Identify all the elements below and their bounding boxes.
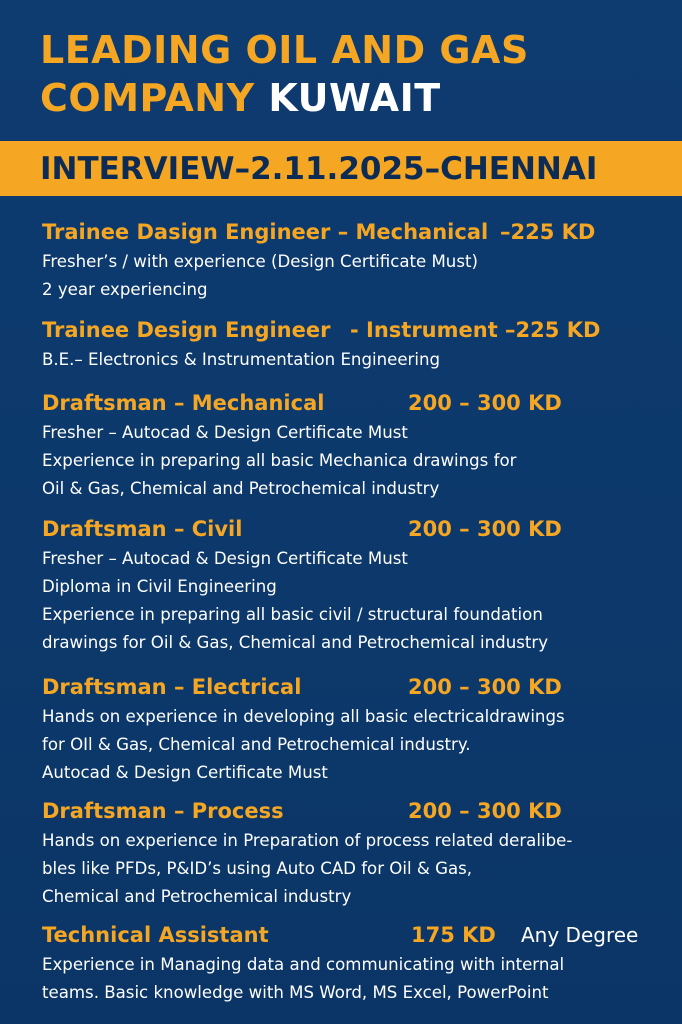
job-detail-line: 2 year experiencing bbox=[42, 280, 208, 299]
title-country: KUWAIT bbox=[268, 76, 441, 120]
job-salary: 200 – 300 KD bbox=[408, 675, 562, 699]
job-detail-line: Chemical and Petrochemical industry bbox=[42, 887, 352, 906]
title-line-1: LEADING OIL AND GAS bbox=[40, 28, 529, 72]
job-detail-line: Experience in preparing all basic Mechanica drawings for bbox=[42, 451, 517, 470]
job-title: Draftsman – Process bbox=[42, 799, 284, 823]
job-salary: 200 – 300 KD bbox=[408, 517, 562, 541]
job-title: Draftsman – Mechanical bbox=[42, 391, 325, 415]
job-detail-line: drawings for Oil & Gas, Chemical and Petrochemical industry bbox=[42, 633, 549, 652]
job-header bbox=[42, 675, 662, 703]
job-draftsman-process bbox=[42, 799, 662, 911]
job-detail-line: Experience in Managing data and communicating with internal bbox=[42, 955, 565, 974]
job-header bbox=[42, 923, 662, 951]
job-title: Draftsman – Electrical bbox=[42, 675, 302, 699]
job-detail-line: Fresher’s / with experience (Design Certificate Must) bbox=[42, 252, 478, 271]
job-salary: - Instrument –225 KD bbox=[350, 318, 601, 342]
job-detail-line: Diploma in Civil Engineering bbox=[42, 577, 277, 596]
job-salary: –225 KD bbox=[500, 220, 596, 244]
job-detail-line: for OIl & Gas, Chemical and Petrochemical industry. bbox=[42, 735, 471, 754]
page-title bbox=[40, 26, 660, 122]
title-company: COMPANY bbox=[40, 76, 255, 120]
job-title: Trainee Design Engineer bbox=[42, 318, 331, 342]
job-requirement-degree: Any Degree bbox=[521, 923, 639, 947]
job-salary: 200 – 300 KD bbox=[408, 391, 562, 415]
job-title: Trainee Dasign Engineer – Mechanical bbox=[42, 220, 489, 244]
job-header bbox=[42, 517, 662, 545]
job-draftsman-mechanical bbox=[42, 391, 662, 503]
job-header bbox=[42, 220, 662, 248]
job-detail-line: bles like PFDs, P&ID’s using Auto CAD for Oil & Gas, bbox=[42, 859, 473, 878]
job-detail-line: Autocad & Design Certificate Must bbox=[42, 763, 328, 782]
job-salary: 200 – 300 KD bbox=[408, 799, 562, 823]
job-header bbox=[42, 318, 662, 346]
job-draftsman-civil bbox=[42, 517, 662, 657]
job-detail-line: Fresher – Autocad & Design Certificate Must bbox=[42, 549, 408, 568]
job-detail-line: teams. Basic knowledge with MS Word, MS Excel, PowerPoint bbox=[42, 983, 549, 1002]
job-salary: 175 KD bbox=[411, 923, 496, 947]
job-detail-line: Oil & Gas, Chemical and Petrochemical industry bbox=[42, 479, 440, 498]
job-header bbox=[42, 799, 662, 827]
job-header bbox=[42, 391, 662, 419]
job-title: Technical Assistant bbox=[42, 923, 269, 947]
job-detail-line: Hands on experience in Preparation of process related deralibe- bbox=[42, 831, 573, 850]
job-detail-line: Hands on experience in developing all basic electricaldrawings bbox=[42, 707, 565, 726]
interview-banner-text: INTERVIEW–2.11.2025–CHENNAI bbox=[40, 151, 598, 187]
title-line-2 bbox=[40, 74, 660, 122]
job-trainee-design-instrument bbox=[42, 318, 662, 374]
job-title: Draftsman – Civil bbox=[42, 517, 243, 541]
job-technical-assistant bbox=[42, 923, 662, 1007]
job-trainee-design-mechanical bbox=[42, 220, 662, 304]
job-detail-line: Fresher – Autocad & Design Certificate Must bbox=[42, 423, 408, 442]
job-draftsman-electrical bbox=[42, 675, 662, 787]
job-detail-line: B.E.– Electronics & Instrumentation Engineering bbox=[42, 350, 441, 369]
job-detail-line: Experience in preparing all basic civil / structural foundation bbox=[42, 605, 543, 624]
